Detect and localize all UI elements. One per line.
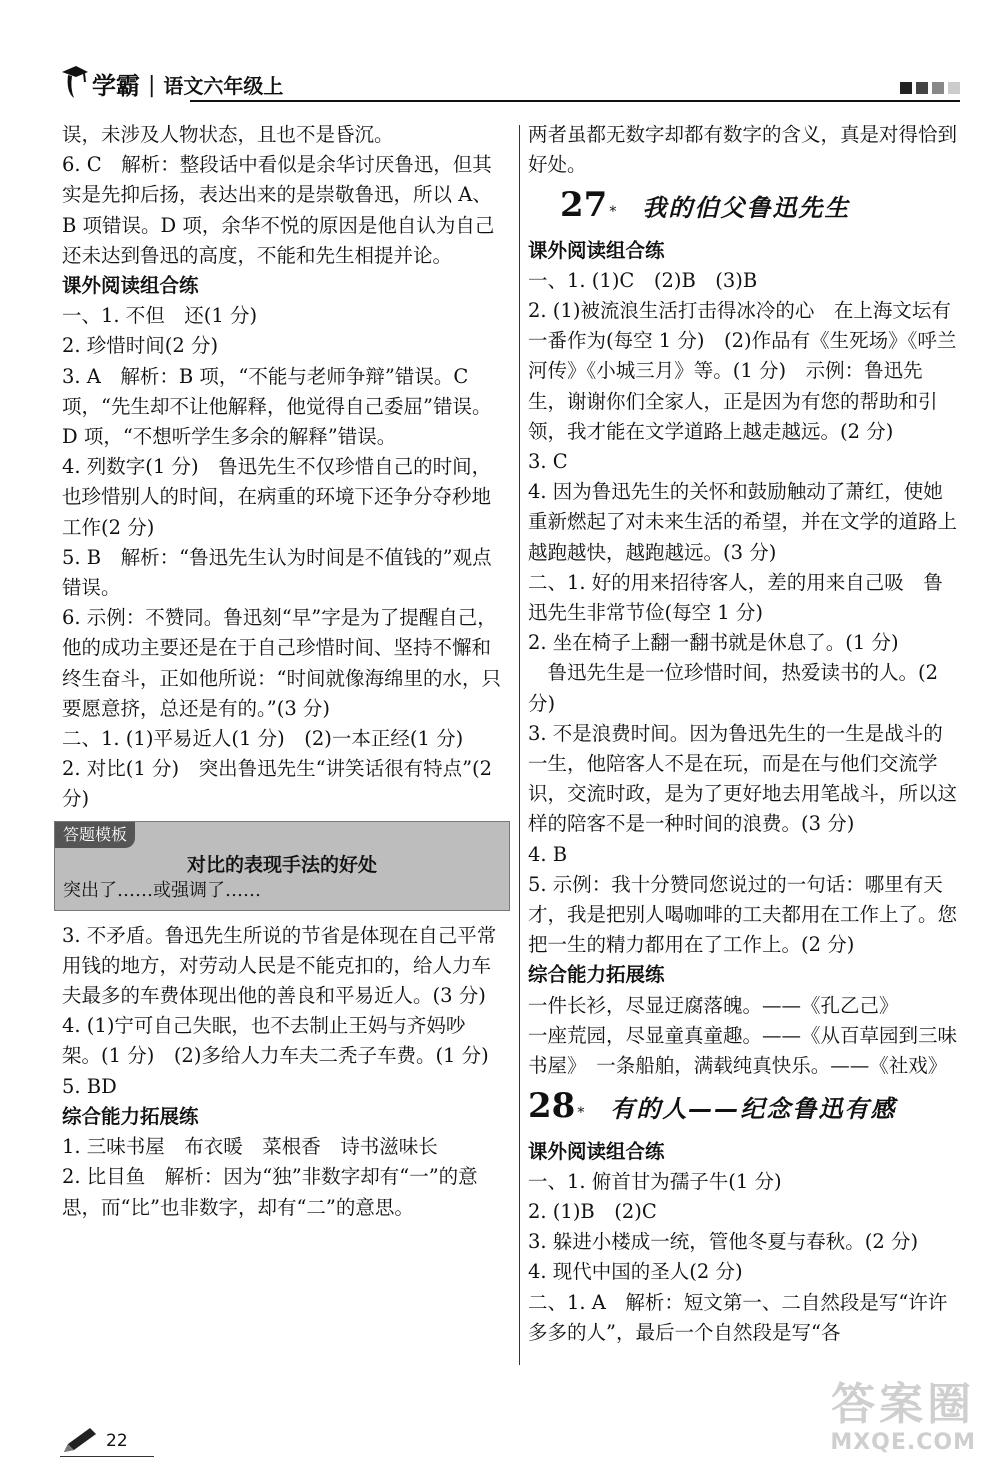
pencil-icon bbox=[60, 1426, 98, 1456]
template-tag: 答题模板 bbox=[55, 822, 135, 848]
answer-text: 2. (1)B (2)C bbox=[528, 1199, 657, 1223]
answer-text: 二、1. (1)平易近人(1 分) (2)一本正经(1 分) bbox=[62, 727, 464, 751]
answer-text: 5. BD bbox=[62, 1074, 117, 1098]
answer-text: 2. 珍惜时间(2 分) bbox=[62, 334, 219, 358]
footer-rule bbox=[60, 1456, 154, 1457]
answer-text: 一件长衫，尽显迂腐落魄。——《孔乙己》 bbox=[528, 993, 899, 1017]
answer-text: 一、1. 不但 还(1 分) bbox=[62, 304, 258, 328]
brand-name: 学霸 bbox=[92, 72, 140, 100]
answer-text: 3. C bbox=[528, 450, 568, 474]
chapter-star: * bbox=[577, 1105, 585, 1122]
answer-text: 1. 三味书屋 布衣暖 菜根香 诗书滋味长 bbox=[62, 1135, 438, 1159]
book-title: 语文六年级上 bbox=[163, 74, 284, 98]
watermark-logo-text: 答案圈 bbox=[831, 1379, 976, 1430]
chapter-number: 28 bbox=[528, 1086, 576, 1127]
answer-text: 二、1. A 解析：短文第一、二自然段是写“许许多多的人”，最后一个自然段是写“各 bbox=[528, 1290, 948, 1344]
answer-text: 4. 现代中国的圣人(2 分) bbox=[528, 1260, 743, 1284]
template-title: 对比的表现手法的好处 bbox=[186, 853, 377, 876]
answer-text: 5. B 解析：“鲁迅先生认为时间是不值钱的”观点错误。 bbox=[62, 545, 492, 600]
section-heading: 综合能力拓展练 bbox=[528, 963, 665, 987]
decor-square bbox=[916, 82, 928, 94]
watermark-url: MXQE.COM bbox=[830, 1430, 976, 1455]
decor-square bbox=[948, 82, 960, 94]
answer-text: 6. 示例：不赞同。鲁迅刻“早”字是为了提醒自己，他的成功主要还是在于自己珍惜时间、坚持不懈和终生奋斗，正如他所说：“时间就像海绵里的水，只要愿意挤，总还是有的。”(3 分) bbox=[62, 606, 501, 720]
chapter-star: * bbox=[609, 204, 617, 221]
right-column bbox=[528, 120, 960, 1348]
answer-text: 3. A 解析：B 项，“不能与老师争辩”错误。C 项，“先生却不让他解释，他觉得自己委屈”错误。D 项，“不想听学生多余的解释”错误。 bbox=[62, 364, 492, 449]
page-footer bbox=[60, 1426, 128, 1456]
answer-text: 2. 坐在椅子上翻一翻书就是休息了。(1 分) bbox=[528, 631, 899, 655]
chapter-title: 有的人——纪念鲁迅有感 bbox=[610, 1095, 897, 1124]
header-separator: | bbox=[148, 73, 156, 98]
answer-text: 6. C 解析：整段话中看似是余华讨厌鲁迅，但其实是先抑后扬，表达出来的是崇敬鲁迅，所以 A、B 项错误。D 项，余华不悦的原因是他自认为自己还未达到鲁迅的高度，不能和先生相提并论。 bbox=[62, 153, 495, 267]
answer-text: 2. 比目鱼 解析：因为“独”非数字却有“一”的意思，而“比”也非数字，却有“二”的意思。 bbox=[62, 1165, 478, 1219]
graduation-cap-icon bbox=[60, 62, 90, 102]
answer-text: 5. 示例：我十分赞同您说过的一句话：哪里有天才，我是把别人喝咖啡的工夫都用在工作上了。您把一生的精力都用在了工作上。(2 分) bbox=[528, 872, 958, 957]
chapter-heading bbox=[528, 185, 960, 227]
answer-text: 一座荒园，尽显童真童趣。——《从百草园到三味书屋》 一条船舶，满载纯真快乐。——《社戏》 bbox=[528, 1023, 958, 1078]
left-column bbox=[62, 120, 502, 1223]
answer-text: 4. B bbox=[528, 842, 568, 866]
chapter-number: 27 bbox=[560, 185, 608, 226]
header-decoration bbox=[900, 82, 960, 94]
chapter-heading bbox=[528, 1086, 960, 1128]
answer-text: 一、1. (1)C (2)B (3)B bbox=[528, 268, 758, 292]
page-header bbox=[60, 62, 960, 106]
template-body: 突出了……或强调了…… bbox=[63, 879, 261, 901]
brand-logo bbox=[60, 62, 283, 102]
answer-text: 二、1. 好的用来招待客人，差的用来自己吸 鲁迅先生非常节俭(每空 1 分) bbox=[528, 570, 943, 625]
decor-square bbox=[900, 82, 912, 94]
chapter-title: 我的伯父鲁迅先生 bbox=[642, 194, 851, 223]
answer-text: 3. 不是浪费时间。因为鲁迅先生的一生是战斗的一生，他陪客人不是在玩，而是在与他们交流学识，交流时政，是为了更好地去用笔战斗，所以这样的陪客不是一种时间的浪费。(3 分) bbox=[528, 721, 958, 836]
answer-text: 3. 躲进小楼成一统，管他冬夏与春秋。(2 分) bbox=[528, 1230, 919, 1254]
answer-text: 4. 列数字(1 分) 鲁迅先生不仅珍惜自己的时间，也珍惜别人的时间，在病重的环境下还争分夺秒地工作(2 分) bbox=[62, 455, 492, 539]
section-heading: 课外阅读组合练 bbox=[62, 274, 199, 298]
site-watermark bbox=[830, 1380, 976, 1455]
answer-text: 4. (1)宁可自己失眠，也不去制止王妈与齐妈吵架。(1 分) (2)多给人力车夫二秃子车费。(1 分) bbox=[62, 1014, 489, 1068]
section-heading: 课外阅读组合练 bbox=[528, 1139, 665, 1163]
answer-text: 一、1. 俯首甘为孺子牛(1 分) bbox=[528, 1169, 782, 1193]
section-heading: 综合能力拓展练 bbox=[62, 1104, 199, 1128]
header-rule bbox=[190, 100, 960, 102]
answer-text: 误，未涉及人物状态，且也不是昏沉。 bbox=[62, 123, 394, 146]
column-divider bbox=[519, 125, 520, 1365]
answer-text: 4. 因为鲁迅先生的关怀和鼓励触动了萧红，使她重新燃起了对未来生活的希望，并在文学的道路上越跑越快，越跑越远。(3 分) bbox=[528, 480, 958, 564]
answer-text: 两者虽都无数字却都有数字的含义，真是对得恰到好处。 bbox=[528, 123, 958, 177]
page-number: 22 bbox=[106, 1431, 128, 1451]
section-heading: 课外阅读组合练 bbox=[528, 238, 665, 262]
answer-text: 鲁迅先生是一位珍惜时间，热爱读书的人。(2 分) bbox=[528, 661, 939, 715]
answer-text: 3. 不矛盾。鲁迅先生所说的节省是体现在自己平常用钱的地方，对劳动人民是不能克扣的，给人力车夫最多的车费体现出他的善良和平易近人。(3 分) bbox=[62, 923, 497, 1008]
answer-text: 2. 对比(1 分) 突出鲁迅先生“讲笑话很有特点”(2 分) bbox=[62, 757, 493, 811]
answer-text: 2. (1)被流浪生活打击得冰冷的心 在上海文坛有一番作为(每空 1 分) (2)作品有《生死场》《呼兰河传》《小城三月》等。(1 分) 示例：鲁迅先生，谢谢你们全家人，正是因为有您的帮助和引领，我才能在文学道路上越走越远。(2 分) bbox=[528, 299, 957, 443]
decor-square bbox=[932, 82, 944, 94]
answer-template-box bbox=[54, 821, 510, 911]
